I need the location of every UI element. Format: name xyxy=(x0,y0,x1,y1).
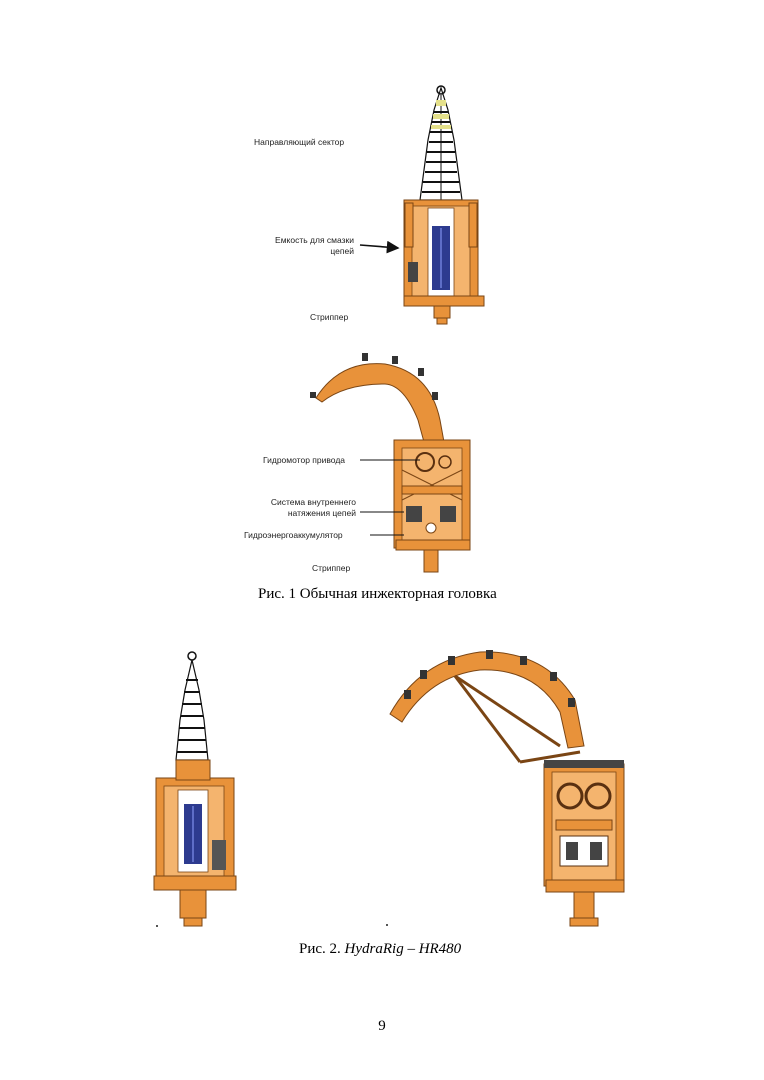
fig1-front-view-drawing xyxy=(360,86,484,324)
label-accumulator: Гидроэнергоаккумулятор xyxy=(244,530,343,540)
figure1-caption: Рис. 1 Обычная инжекторная головка xyxy=(258,586,497,602)
label-chain-tension-line1: Система внутреннего xyxy=(270,497,356,507)
label-lube-tank-line2: цепей xyxy=(330,246,354,256)
guide-sector-mast xyxy=(420,86,462,200)
label-lube-tank-line1: Емкость для смазки xyxy=(275,235,354,245)
label-stripper-side: Стриппер xyxy=(312,563,351,573)
figure2-caption xyxy=(299,941,461,958)
label-stripper-top: Стриппер xyxy=(310,312,349,322)
label-drive-motor: Гидромотор привода xyxy=(263,455,346,465)
gooseneck-arc xyxy=(316,364,444,442)
fig2-side-view-drawing xyxy=(390,650,624,926)
figure2-caption-prefix: Рис. 2. xyxy=(299,941,345,957)
figure2-caption-title: HydraRig – HR480 xyxy=(344,941,462,957)
hr480-gooseneck-arc xyxy=(390,652,584,748)
fig2-front-view-drawing xyxy=(154,652,236,926)
injector-frame xyxy=(404,200,484,324)
label-chain-tension-line2: натяжения цепей xyxy=(287,508,356,518)
page-number: 9 xyxy=(378,1018,386,1034)
lube-tank-arrow xyxy=(360,245,398,248)
label-guide-sector: Направляющий сектор xyxy=(254,137,345,147)
